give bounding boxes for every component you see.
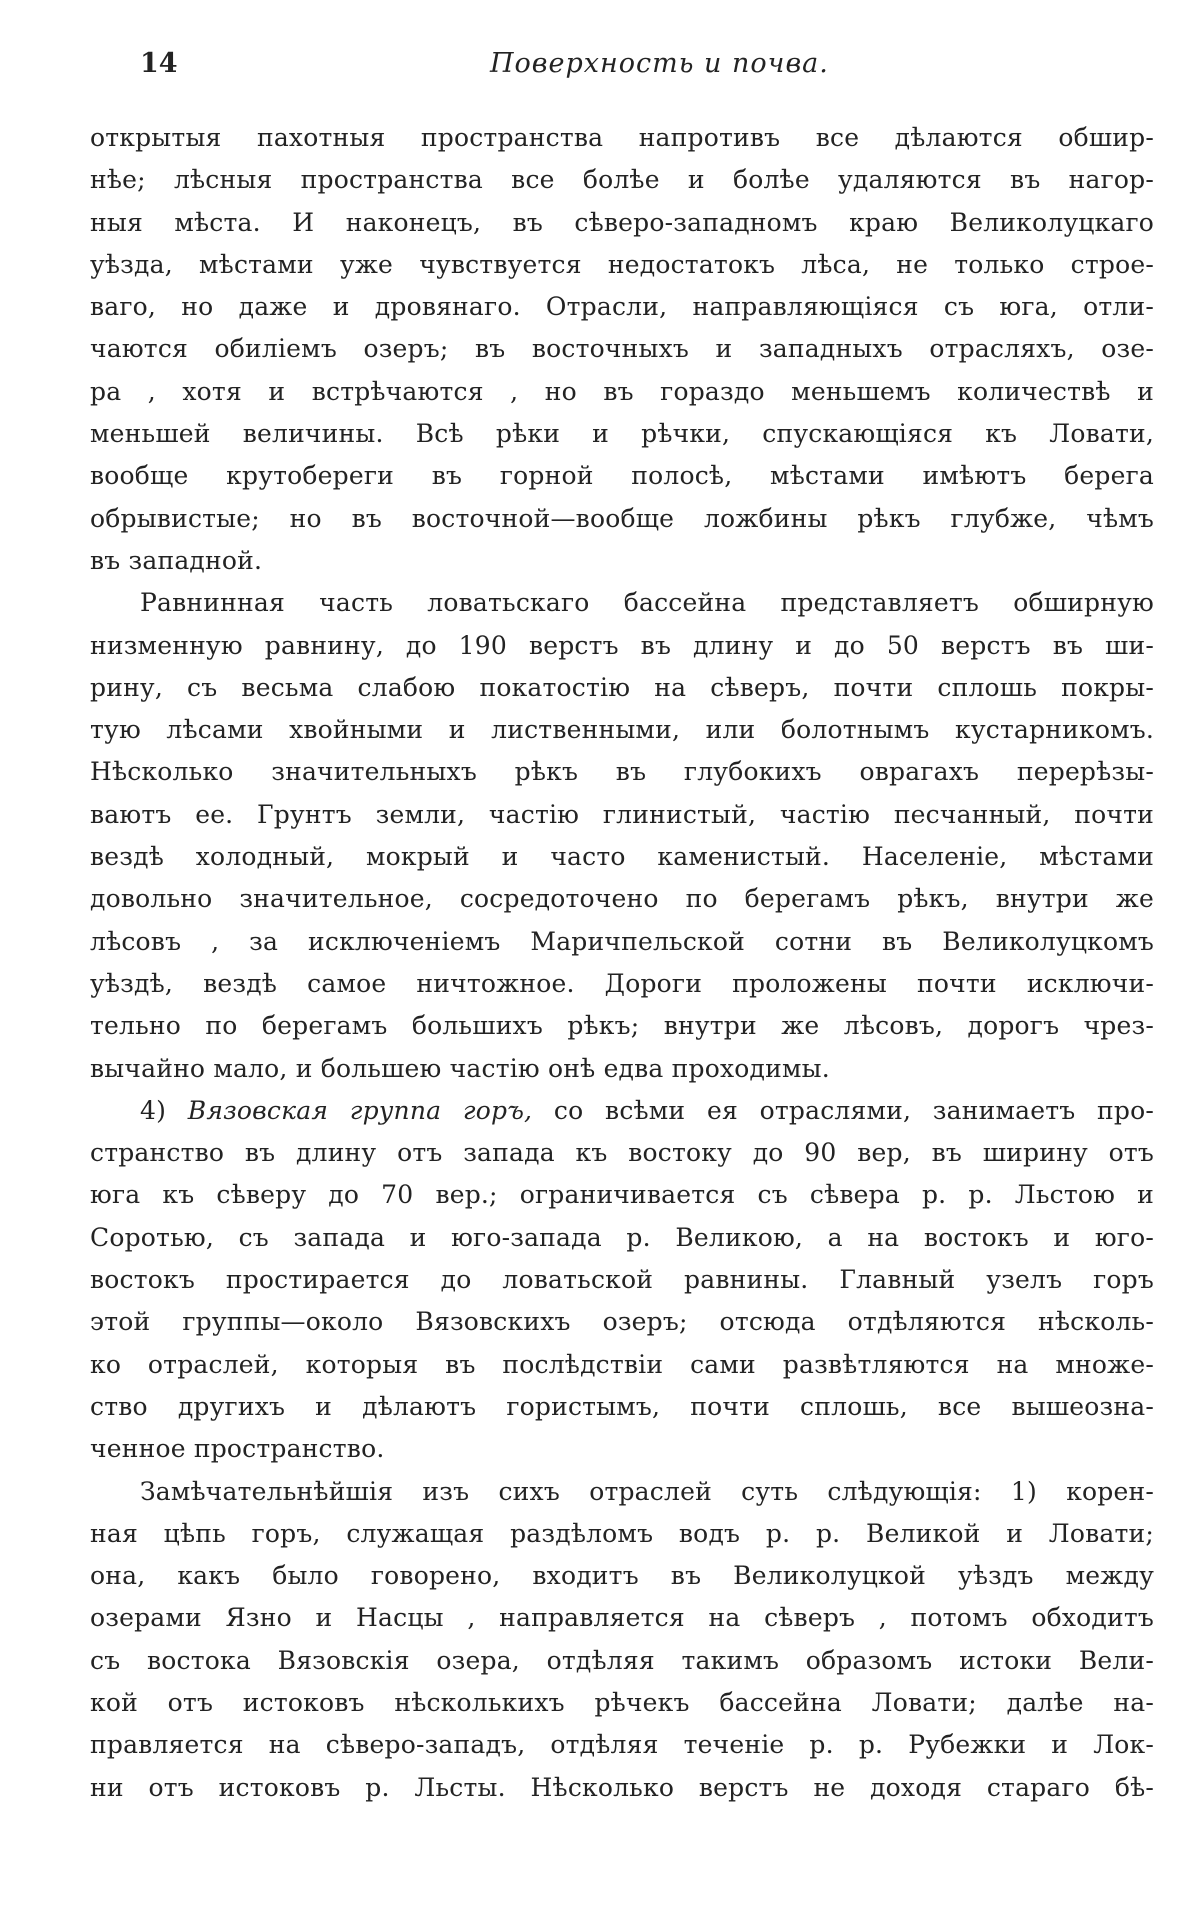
text-line: она, какъ было говорено, входитъ въ Великолуцкой уѣздъ между <box>90 1561 1154 1591</box>
text-line: Равнинная часть ловатьскаго бассейна представляетъ обширную <box>140 588 1154 618</box>
text-line: тельно по берегамъ большихъ рѣкъ; внутри же лѣсовъ, дорогъ чрез- <box>90 1011 1154 1041</box>
text-line: ваго, но даже и дровянаго. Отрасли, направляющіяся съ юга, отли- <box>90 292 1154 322</box>
text-line: озерами Язно и Насцы , направляется на сѣверъ , потомъ обходитъ <box>90 1603 1154 1633</box>
text-line: уѣздѣ, вездѣ самое ничтожное. Дороги проложены почти исключи- <box>90 968 1154 998</box>
text-line: довольно значительное, сосредоточено по берегамъ рѣкъ, внутри же <box>90 884 1154 914</box>
text-line: лѣсовъ , за исключеніемъ Маричпельской сотни въ Великолуцкомъ <box>90 926 1154 956</box>
text-line: вычайно мало, и большею частію онѣ едва проходимы. <box>90 1053 830 1083</box>
body-text <box>90 117 1154 1809</box>
text-line: съ востока Вязовскія озера, отдѣляя такимъ образомъ истоки Вели- <box>90 1645 1154 1675</box>
text-line: нѣе; лѣсныя пространства все болѣе и болѣе удаляются въ нагор- <box>90 165 1154 195</box>
text-line: ченное пространство. <box>90 1434 385 1464</box>
text-fragment: со всѣми ея отраслями, занимаетъ про- <box>553 1095 1154 1125</box>
text-line: ра , хотя и встрѣчаются , но въ гораздо меньшемъ количествѣ и <box>90 376 1154 406</box>
text-line: чаются обиліемъ озеръ; въ восточныхъ и западныхъ отрасляхъ, озе- <box>90 334 1154 364</box>
section-number: 4) <box>140 1095 167 1125</box>
text-line: ная цѣпь горъ, служащая раздѣломъ водъ р. р. Великой и Ловати; <box>90 1518 1154 1548</box>
page-header <box>140 44 1150 90</box>
page-number: 14 <box>140 48 178 79</box>
text-line: странство въ длину отъ запада къ востоку до 90 вер, въ ширину отъ <box>90 1138 1154 1168</box>
text-line: меньшей величины. Всѣ рѣки и рѣчки, спускающіяся къ Ловати, <box>90 419 1154 449</box>
running-title: Поверхность и почва. <box>490 48 829 79</box>
text-line: ваютъ ее. Грунтъ земли, частію глинистый, частію песчанный, почти <box>90 799 1154 829</box>
text-line: въ западной. <box>90 545 263 575</box>
text-line: низменную равнину, до 190 верстъ въ длину и до 50 верстъ въ ши- <box>90 630 1154 660</box>
text-line: тую лѣсами хвойными и лиственными, или болотнымъ кустарникомъ. <box>90 715 1154 745</box>
text-line: ко отраслей, которыя въ послѣдствіи сами развѣтляются на множе- <box>90 1349 1154 1379</box>
text-line: вездѣ холодный, мокрый и часто каменистый. Населеніе, мѣстами <box>90 842 1154 872</box>
text-line: открытыя пахотныя пространства напротивъ все дѣлаются обшир- <box>90 123 1154 152</box>
paragraph-4 <box>90 1471 1154 1809</box>
text-line: обрывистые; но въ восточной—вообще ложбины рѣкъ глубже, чѣмъ <box>90 503 1154 533</box>
text-line: юга къ сѣверу до 70 вер.; ограничивается съ сѣвера р. р. Льстою и <box>90 1180 1154 1210</box>
text-line: уѣзда, мѣстами уже чувствуется недостатокъ лѣса, не только строе- <box>90 249 1154 279</box>
text-line: востокъ простирается до ловатьской равнины. Главный узелъ горъ <box>90 1265 1154 1295</box>
text-line: рину, съ весьма слабою покатостію на сѣверъ, почти сплошь покры- <box>90 672 1154 702</box>
paragraph-1 <box>90 117 1154 582</box>
text-line: ныя мѣста. И наконецъ, въ сѣверо-западномъ краю Великолуцкаго <box>90 207 1154 237</box>
text-line: этой группы—около Вязовскихъ озеръ; отсюда отдѣляются нѣсколь- <box>90 1307 1154 1337</box>
text-line: кой отъ истоковъ нѣсколькихъ рѣчекъ бассейна Ловати; далѣе на- <box>90 1687 1154 1717</box>
text-line: вообще крутобереги въ горной полосѣ, мѣстами имѣютъ берега <box>90 461 1154 491</box>
paragraph-3 <box>90 1090 1154 1471</box>
paragraph-2 <box>90 582 1154 1090</box>
text-line: ни отъ истоковъ р. Льсты. Нѣсколько верстъ не доходя стараго бѣ- <box>90 1772 1154 1802</box>
text-line <box>90 1090 1154 1132</box>
text-line: Соротью, съ запада и юго-запада р. Великою, а на востокъ и юго- <box>90 1222 1154 1252</box>
text-line: Замѣчательнѣйшія изъ сихъ отраслей суть слѣдующія: 1) корен- <box>140 1476 1154 1506</box>
text-line: правляется на сѣверо-западъ, отдѣляя теченіе р. р. Рубежки и Лок- <box>90 1730 1154 1760</box>
text-line: ство другихъ и дѣлаютъ гористымъ, почти сплошь, все вышеозна- <box>90 1391 1154 1421</box>
text-line: Нѣсколько значительныхъ рѣкъ въ глубокихъ оврагахъ перерѣзы- <box>90 757 1154 787</box>
section-title: Вязовская группа горъ, <box>187 1095 533 1125</box>
